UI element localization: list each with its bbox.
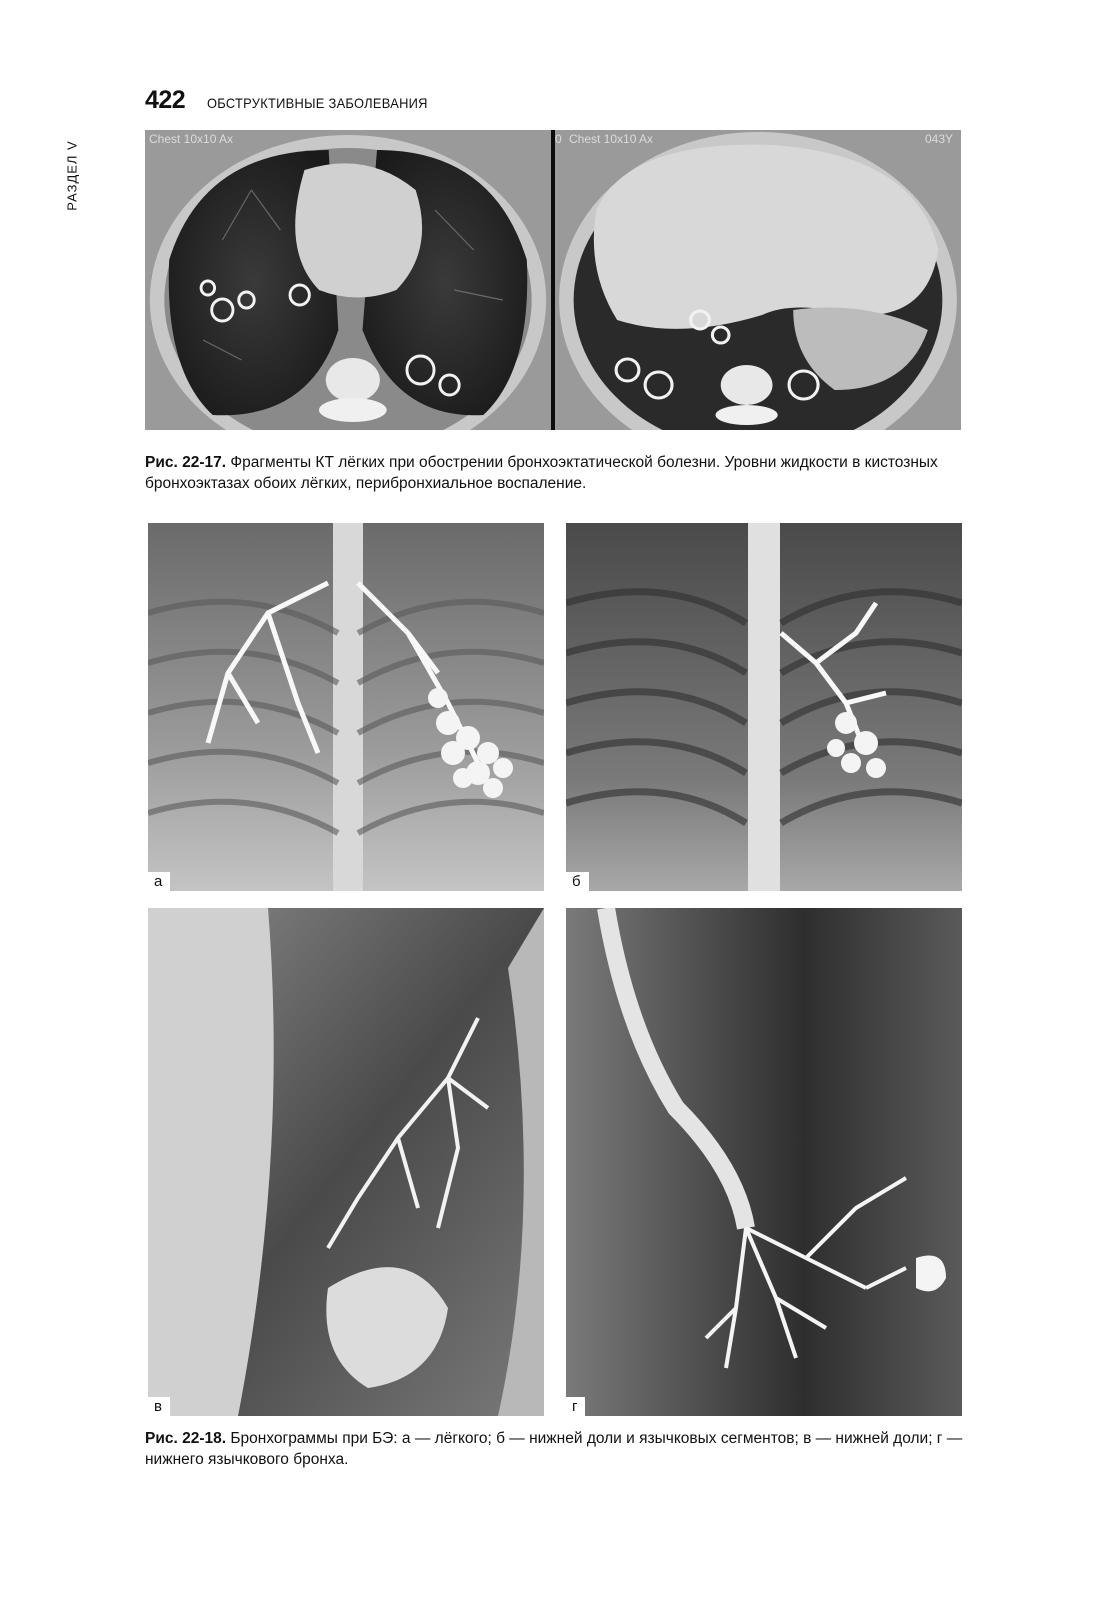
ct-right-age: 043Y (924, 132, 953, 146)
bronchogram-a (148, 523, 544, 891)
panel-label-a: а (148, 872, 170, 891)
figure-18-text: Бронхограммы при БЭ: а — лёгкого; б — нижней доли и язычковых сегментов; в — нижней доли; г — нижнего язычкового бронха. (145, 1430, 963, 1468)
bronchogram-v (148, 908, 544, 1416)
figure-18-number: Рис. 22-18. (145, 1430, 227, 1447)
figure-17-caption (145, 452, 967, 494)
ct-scan-left (145, 130, 551, 430)
ct-right-label: Chest 10x10 Ax (569, 132, 654, 146)
page-header (145, 86, 447, 116)
figure-17-number: Рис. 22-17. (145, 454, 227, 471)
panel-label-g: г (566, 1397, 585, 1416)
ct-figure (145, 130, 961, 430)
ct-left-label: Chest 10x10 Ax (149, 132, 234, 146)
section-label: РАЗДЕЛ V (64, 139, 80, 211)
bronchogram-g (566, 908, 962, 1416)
section-side-tab (62, 130, 82, 220)
figure-18-caption (145, 1428, 967, 1470)
bronchogram-b (566, 523, 962, 891)
figure-17-text: Фрагменты КТ лёгких при обострении бронхоэктатической болезни. Уровни жидкости в кистозных бронхоэктазах обоих лёгких, перибронхиальное воспаление. (145, 454, 938, 492)
ct-right-corner: 0 (555, 132, 562, 146)
panel-label-b: б (566, 872, 589, 891)
panel-label-v: в (148, 1397, 170, 1416)
ct-scan-right (555, 130, 961, 430)
running-head: ОБСТРУКТИВНЫЕ ЗАБОЛЕВАНИЯ (207, 95, 428, 111)
page-number: 422 (145, 86, 186, 114)
